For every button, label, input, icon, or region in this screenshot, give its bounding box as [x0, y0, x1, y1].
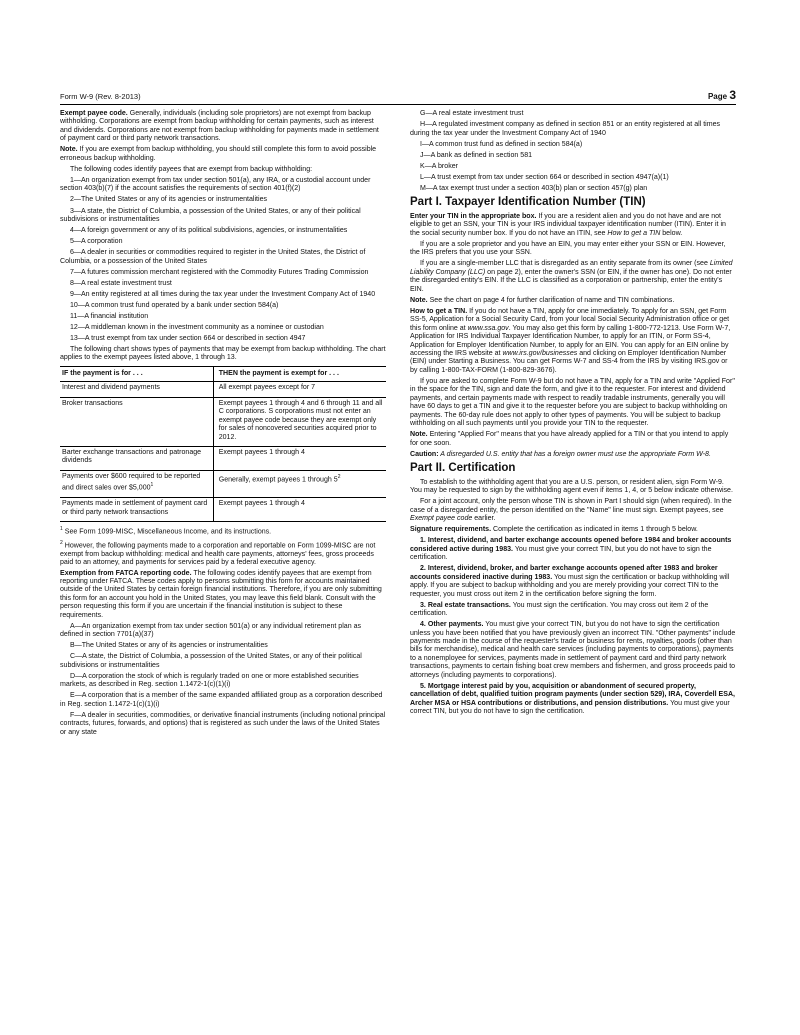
fatca-title: Exemption from FATCA reporting code.: [60, 569, 192, 577]
fatca-code: G—A real estate investment trust: [420, 110, 524, 117]
exempt-code: 7—A futures commission merchant registered with the Commodity Futures Trading Commission: [70, 268, 369, 276]
cert-item-3: 3. Real estate transactions. You must sign the certification. You may cross out item 2 of the certification.: [410, 601, 709, 618]
form-label: Form W-9 (Rev. 8-2013): [60, 92, 141, 101]
fatca-code: I—A common trust fund as defined in section 584(a): [420, 140, 583, 148]
sole-prop-para: If you are a sole proprietor and you have an EIN, you may enter either your SSN or EIN. However, the IRS prefers that you use your SSN.: [410, 240, 726, 257]
fatca-code: K—A broker: [420, 162, 458, 170]
footnote-2: $^2$ However, the following payments made to a corporation and reportable on Form 1099-MISC are not exempt from backup withholding: medical and health care payments, attorneys' fees, gross proceeds paid to an attorney, and payments for services paid by a federal executive agency.: [60, 539, 376, 567]
how-to-get-tin-para: How to get a TIN. If you do not have a TIN, apply for one immediately. To apply for an SSN, get Form SS-5, Application for a Social Security Card, from your local Social Security Administration office or get this form online at www.ssa.gov. You may also get this form by calling 1-800-772-1213. Use Form W-7, Application for IRS Individual Taxpayer Identification Number, to apply for an ITIN, or Form SS-4, Application for Employer Identification Number, to apply for an EIN. You can apply for an EIN online by accessing the IRS website at www.irs.gov/businesses and clicking on Employer Identification Number (EIN) under Starting a Business. You can get Forms W-7 and SS-4 from the IRS by visiting IRS.gov or by calling 1-800-TAX-FORM (1-800-829-3676).: [410, 307, 731, 374]
exempt-code: 13—A trust exempt from tax under section 664 or described in section 4947: [70, 334, 306, 342]
exempt-codes-list: [60, 177, 386, 343]
fatca-para: Exemption from FATCA reporting code. The following codes identify payees that are exempt from reporting under FATCA. These codes apply to persons submitting this form for accounts maintained outside of the United States by certain foreign financial institutions. Therefore, if you are only submitting this form for an account you hold in the United States, you may leave this field blank. Consult with the person requesting this form if you are uncertain if the financial institution is subject to these requirements.: [60, 569, 382, 619]
cert-item-2: 2. Interest, dividend, broker, and barter exchange accounts opened after 1983 and broker accounts considered inactive during 1983. You must sign the certification or backup withholding will apply. If you are subject to backup withholding and you are merely providing your correct TIN to the requester, you must cross out item 2 in the certification before signing the form.: [410, 565, 730, 598]
cert-para-1: To establish to the withholding agent that you are a U.S. person, or resident alien, sign Form W-9. You may be requested to sign by the withholding agent even if items 1, 4, or 5 below indicate otherwise.: [410, 478, 733, 495]
fatca-code: D—A corporation the stock of which is regularly traded on one or more established securities markets, as described in Reg. section 1.1472-1(c)(1)(i): [60, 672, 359, 689]
exempt-code: 1—An organization exempt from tax under section 501(a), any IRA, or a custodial account under section 403(b)(7) if the account satisfies the requirements of section 401(f)(2): [60, 176, 371, 193]
how-to-get-tin-ref: How to get a TIN: [607, 229, 661, 237]
fatca-code: M—A tax exempt trust under a section 403(b) plan or section 457(g) plan: [420, 184, 648, 192]
table-header-then: THEN the payment is exempt for . . .: [213, 366, 386, 381]
fatca-codes-cont: [410, 110, 736, 193]
table-row: [60, 397, 386, 446]
exempt-code: 3—A state, the District of Columbia, a possession of the United States, or any of their political subdivisions or instrumentalities: [60, 207, 361, 223]
exempt-code: 6—A dealer in securities or commodities required to register in the United States, the District of Columbia, or a possession of the United States: [60, 249, 366, 265]
fatca-code: A—An organization exempt from tax under section 501(a) or any individual retirement plan as defined in section 7701(a)(37): [60, 622, 362, 639]
exempt-payees: Generally, exempt payees 1 through $5^2$: [213, 470, 386, 497]
table-row: [60, 498, 386, 522]
llc-para: If you are a single-member LLC that is disregarded as an entity separate from its owner (see Limited Liability Company (LLC) on page 2), enter the owner's SSN (or EIN, if the owner has one). Do not enter the disregarded entity's EIN. If the LLC is classified as a corporation or partnership, enter the entity's EIN.: [410, 260, 733, 293]
chart-intro: The following chart shows types of payments that may be exempt from backup withholding. The chart applies to the exempt payees listed above, 1 through 13.: [60, 345, 386, 362]
payment-type: Barter exchange transactions and patronage dividends: [60, 447, 213, 471]
table-header-row: [60, 366, 386, 381]
ssa-url: www.ssa.gov: [467, 324, 509, 332]
exempt-payees: Exempt payees 1 through 4: [213, 447, 386, 471]
fatca-code: E—A corporation that is a member of the same expanded affiliated group as a corporation described in Reg. section 1.1472-1(c)(1)(i): [60, 692, 383, 708]
irs-url: www.irs.gov/businesses: [502, 349, 578, 357]
table-header-if: IF the payment is for . . .: [60, 366, 213, 381]
exempt-code: 9—An entity registered at all times during the tax year under the Investment Company Act of 1940: [70, 290, 376, 298]
cert-item-5: 5. Mortgage interest paid by you, acquisition or abandonment of secured property, cancellation of debt, qualified tuition program payments (under section 529), IRA, Coverdell ESA, Archer MSA or HSA contributions or distributions, and pension distributions. You must give your correct TIN, but you do not have to sign the certification.: [410, 682, 735, 716]
note2-para: Note. See the chart on page 4 for further clarification of name and TIN combinations.: [410, 296, 675, 304]
enter-tin-para: Enter your TIN in the appropriate box. If you are a resident alien and you do not have and are not eligible to get an SSN, your TIN is your IRS individual taxpayer identification number (ITIN). Enter it in the social security number box. If you do not have an ITIN, see How to get a TIN below.: [410, 212, 726, 237]
fatca-code: F—A dealer in securities, commodities, or derivative financial instruments (including notional principal contracts, futures, forwards, and options) that is registered as such under the laws of the United States or any state: [60, 711, 386, 736]
footnote-ref: 1: [150, 482, 154, 489]
exempt-payee-para: Exempt payee code. Generally, individuals (including sole proprietors) are not exempt from backup withholding. Corporations are exempt from backup withholding for certain payments, such as interest and dividends. Corporations are not exempt from backup withholding for payments made in settlement of payment card or third party network transactions.: [60, 110, 379, 143]
fatca-code: H—A regulated investment company as defined in section 851 or an entity registered at all times during the tax year under the Investment Company Act of 1940: [410, 121, 721, 137]
exempt-code: 4—A foreign government or any of its political subdivisions, agencies, or instrumentalities: [70, 227, 348, 234]
fatca-code: C—A state, the District of Columbia, a possession of the United States, or any of their political subdivisions or instrumentalities: [60, 653, 362, 669]
table-row: [60, 470, 386, 497]
header-rule: [60, 104, 736, 105]
cert-item-4: 4. Other payments. You must give your correct TIN, but you do not have to sign the certification unless you have been notified that you have previously given an incorrect TIN. "Other payments" include payments made in the course of the requester's trade or business for rents, royalties, goods (other than bills for merchandise), medical and health care services (including payments to corporations), payments to a nonemployee for services, payments made in settlement of payment card and third party network transactions, payments to certain fishing boat crew members and fishermen, and gross proceeds paid to attorneys (including payments to corporations).: [410, 621, 736, 679]
note-para: Note. If you are exempt from backup withholding, you should still complete this form to avoid possible erroneous backup withholding.: [60, 146, 377, 162]
exempt-payee-title: Exempt payee code.: [60, 110, 128, 117]
applied-for-para: If you are asked to complete Form W-9 but do not have a TIN, apply for a TIN and write "Applied For" in the space for the TIN, sign and date the form, and give it to the requester. For interest and dividend payments, and certain payments made with respect to readily tradable instruments, generally you will have 60 days to get a TIN and give it to the requester before you are subject to backup withholding on payments. The 60-day rule does not apply to other types of payments. You will be subject to backup withholding on all such payments until you provide your TIN to the requester.: [410, 377, 735, 428]
payment-type: Broker transactions: [60, 397, 213, 446]
note3-para: Note. Entering "Applied For" means that you have already applied for a TIN or that you intend to apply for one soon.: [410, 431, 729, 447]
exempt-code: 10—A common trust fund operated by a bank under section 584(a): [70, 301, 279, 309]
signature-req-para: Signature requirements. Complete the certification as indicated in items 1 through 5 below.: [410, 526, 698, 534]
payment-type: Payments over $600 required to be reported and direct sales over $5,000$^1$: [60, 470, 213, 497]
right-column: [410, 110, 736, 719]
fatca-codes-list: [60, 623, 386, 737]
exempt-code: 11—A financial institution: [70, 312, 149, 320]
codes-intro: The following codes identify payees that are exempt from backup withholding:: [70, 165, 313, 173]
page-header: [60, 88, 736, 102]
fatca-code: B—The United States or any of its agencies or instrumentalities: [70, 642, 268, 650]
page-number: 3: [729, 88, 736, 102]
caution-para: Caution: A disregarded U.S. entity that has a foreign owner must use the appropriate Form W-8.: [410, 450, 711, 458]
exempt-code: 8—A real estate investment trust: [70, 279, 172, 287]
cert-item-1: 1. Interest, dividend, and barter exchange accounts opened before 1984 and broker accounts considered active during 1983. You must give your correct TIN, but you do not have to sign the certification.: [410, 537, 732, 562]
exempt-code: 2—The United States or any of its agencies or instrumentalities: [70, 196, 268, 204]
exempt-payees: All exempt payees except for 7: [213, 382, 386, 397]
part2-heading: Part II. Certification: [410, 461, 516, 474]
exempt-payees: Exempt payees 1 through 4 and 6 through 11 and all C corporations. S corporations must not enter an exempt payee code because they are exempt only for sales of noncovered securities acquired prior to 2012.: [213, 397, 386, 446]
payment-type: Interest and dividend payments: [60, 382, 213, 397]
exempt-code: 5—A corporation: [70, 238, 123, 246]
fatca-code: L—A trust exempt from tax under section 664 or described in section 4947(a)(1): [420, 173, 669, 181]
table-row: [60, 447, 386, 471]
exempt-code: 12—A middleman known in the investment community as a nominee or custodian: [70, 323, 324, 331]
exempt-payee-ref: Exempt payee code: [410, 515, 473, 523]
footnote-1: $^1$ See Form 1099-MISC, Miscellaneous Income, and its instructions.: [60, 526, 272, 536]
fatca-code: J—A bank as defined in section 581: [420, 151, 533, 159]
payment-type: Payments made in settlement of payment card or third party network transactions: [60, 498, 213, 522]
llc-ref: Limited Liability Company (LLC): [410, 260, 733, 276]
cert-para-2: For a joint account, only the person whose TIN is shown in Part I should sign (when required). In the case of a disregarded entity, the person identified on the "Name" line must sign. Exempt payees, see Exempt payee code earlier.: [410, 498, 732, 523]
exempt-payments-table: [60, 366, 386, 522]
left-column: [60, 110, 386, 740]
table-row: [60, 382, 386, 397]
footnote-ref: 2: [337, 473, 341, 480]
part1-heading: Part I. Taxpayer Identification Number (TIN): [410, 195, 646, 208]
exempt-payees: Exempt payees 1 through 4: [213, 498, 386, 522]
page-indicator: Page 3: [707, 88, 736, 102]
